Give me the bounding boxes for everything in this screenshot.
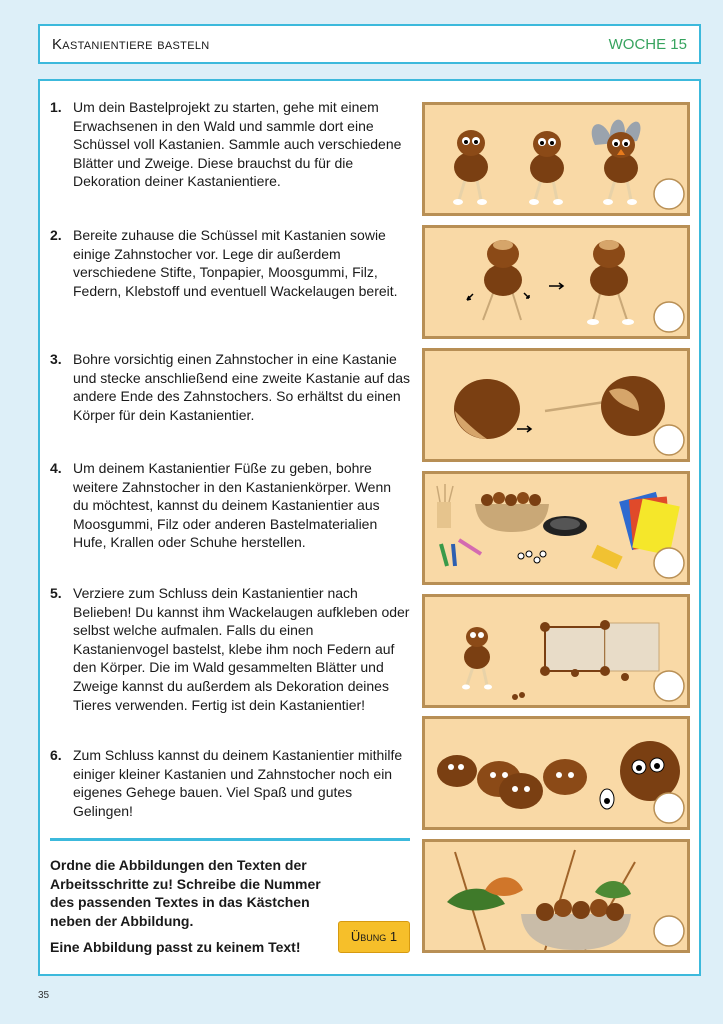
- bowl-icon: [475, 492, 549, 532]
- arrow-icon: [549, 283, 563, 289]
- step-number: 5.: [50, 585, 62, 601]
- answer-circle: [654, 916, 684, 946]
- chestnut-face-icon: [437, 755, 477, 787]
- step-1: [50, 98, 410, 191]
- step-number: 6.: [50, 747, 62, 763]
- answer-circle: [654, 425, 684, 455]
- chestnut-face-icon: [620, 741, 680, 801]
- task-instruction: [50, 856, 325, 957]
- chestnut-figure-icon: [453, 130, 488, 205]
- illustration-decoration: [422, 839, 690, 953]
- divider: [50, 838, 410, 841]
- illustration-chestnut-animals: [422, 102, 690, 216]
- illustration-chestnut-legs: [422, 225, 690, 339]
- step-2: [50, 226, 410, 300]
- answer-circle: [654, 179, 684, 209]
- step-4: [50, 459, 410, 552]
- step-text: Bereite zuhause die Schüssel mit Kastanien sowie einige Zahnstocher vor. Lege dir außerdem verschiedene Stifte, Tonpapier, Moosgummi, Filz, Federn, Klebstoff und eventuell Wackelaugen bereit.: [73, 227, 398, 299]
- bowl-icon: [521, 899, 631, 950]
- pencil-icon: [459, 540, 481, 554]
- illustration-materials: [422, 471, 690, 585]
- chestnut-face-icon: [499, 773, 543, 809]
- illustration-chestnut-drill: [422, 348, 690, 462]
- arrow-icon: [517, 426, 531, 432]
- chestnut-icon: [601, 376, 665, 436]
- toothpick-cup-icon: [437, 484, 453, 528]
- step-number: 2.: [50, 227, 62, 243]
- task-text: Ordne die Abbildungen den Texten der Arbeitsschritte zu! Schreibe die Nummer des passenden Textes in das Kästchen neben der Abbildung.: [50, 857, 321, 929]
- illustration-enclosure: [422, 594, 690, 708]
- pencil-icon: [441, 544, 447, 566]
- step-text: Um dein Bastelprojekt zu starten, gehe mit einem Erwachsenen in den Wald und sammle dort eine Schüssel voll Kastanien. Sammle auch verschiedene Blätter und Zweige. Diese brauchst du für die Dekoration deiner Kastanientiere.: [73, 99, 402, 190]
- step-text: Verziere zum Schluss dein Kastanientier nach Belieben! Du kannst ihm Wackelaugen aufkleben oder selbst welche aufmalen. Falls du einen Kastanienvogel bastelst, klebe ihm noch Federn auf den Körper. Die im Wald gesammelten Blätter und Zweige kannst du außerdem als Dekoration deines Tieres verwenden. Fertig ist dein Kastanientier!: [73, 585, 410, 713]
- chestnut-body-icon: [483, 240, 522, 320]
- step-number: 1.: [50, 99, 62, 115]
- answer-circle: [654, 793, 684, 823]
- chestnut-body-icon: [587, 240, 634, 325]
- step-text: Bohre vorsichtig einen Zahnstocher in eine Kastanie und stecke anschließend eine zweite Kastanie auf das andere Ende des Zahnstochers. So erhältst du einen Körper für dein Kastanientier.: [73, 351, 410, 423]
- leaf-icon: [595, 881, 631, 898]
- chestnut-figure-icon: [529, 131, 564, 205]
- glue-tube-icon: [591, 545, 622, 570]
- answer-circle: [654, 302, 684, 332]
- step-text: Zum Schluss kannst du deinem Kastanientier mithilfe einiger kleiner Kastanien und Zahnstocher noch ein eigenes Gehege bauen. Viel Spaß und gutes Gelingen!: [73, 747, 403, 819]
- step-text: Um deinem Kastanientier Füße zu geben, bohre weitere Zahnstocher in den Kastanienkörper. Wenn du möchtest, kannst du deinem Kastanientier aus Moosgummi, Filz oder anderen Bastelmaterialien Hufe, Krallen oder Schuhe herstellen.: [73, 460, 392, 551]
- page-title: Kastanientiere basteln: [52, 36, 210, 53]
- step-number: 3.: [50, 351, 62, 367]
- header-box: [38, 24, 701, 64]
- chestnut-bird-icon: [592, 120, 641, 205]
- step-number: 4.: [50, 460, 62, 476]
- exercise-badge: Übung 1: [338, 921, 410, 953]
- chestnut-face-icon: [543, 759, 587, 795]
- pencil-icon: [453, 544, 455, 566]
- chestnut-figure-icon: [462, 627, 492, 690]
- enclosure-icon: [540, 620, 659, 681]
- chestnut-icon: [454, 379, 520, 439]
- task-note: Eine Abbildung passt zu keinem Text!: [50, 939, 301, 956]
- week-label: WOCHE 15: [608, 36, 687, 53]
- answer-circle: [654, 548, 684, 578]
- page-number: 35: [38, 990, 50, 1001]
- step-3: [50, 350, 410, 424]
- step-5: [50, 584, 410, 714]
- illustration-chestnut-faces: [422, 716, 690, 830]
- answer-circle: [654, 671, 684, 701]
- step-6: [50, 746, 410, 820]
